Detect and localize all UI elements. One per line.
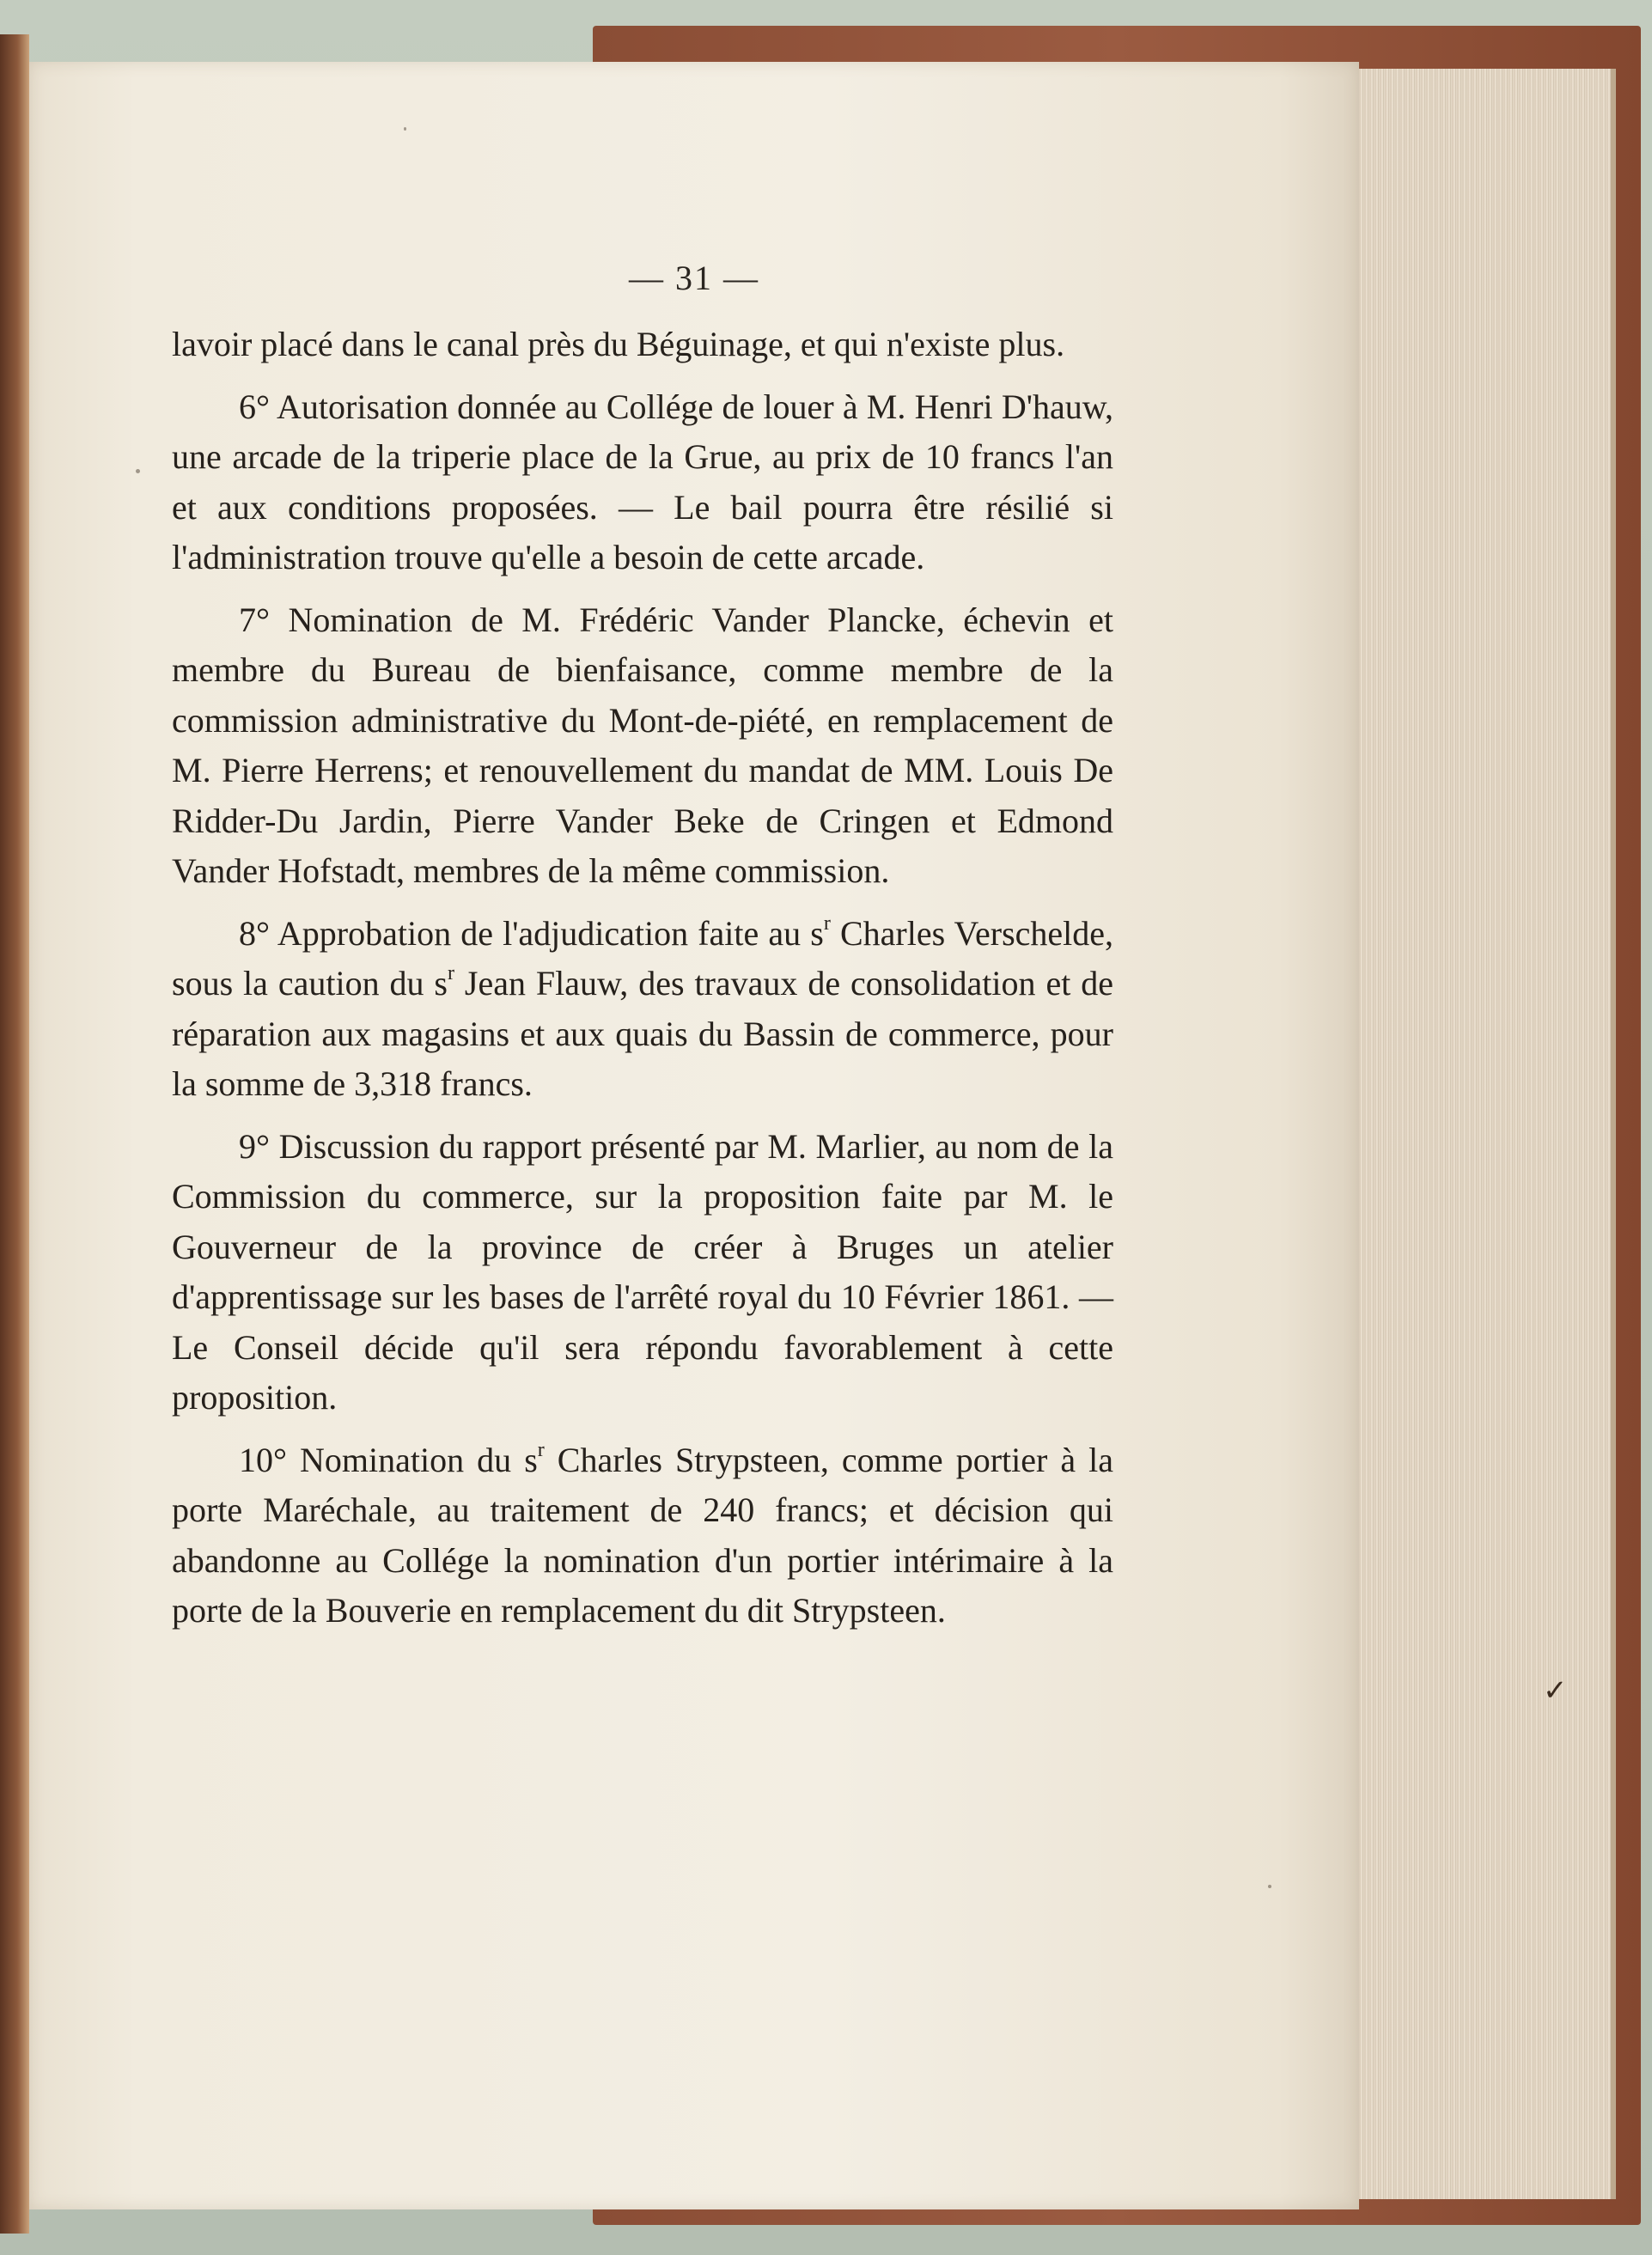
superscript-r: r	[537, 1438, 545, 1461]
paragraph-item-10-part-1: 10° Nomination du s	[239, 1440, 538, 1479]
book-spine	[0, 34, 29, 2234]
paragraph-item-10	[172, 1435, 1113, 1636]
paragraph-item-8	[172, 909, 1113, 1110]
paragraph-item-7: 7° Nomination de M. Frédéric Vander Plancke, échevin et membre du Bureau de bienfaisance, comme membre de la commission administrative du Mont-de-piété, en remplacement de M. Pierre Herrens; et renouvellement du mandat de MM. Louis De Ridder-Du Jardin, Pierre Vander Beke de Cringen et Edmond Vander Hofstadt, membres de la même commission.	[172, 600, 1113, 890]
paragraph-continuation: lavoir placé dans le canal près du Béguinage, et qui n'existe plus.	[172, 325, 1065, 363]
paragraph-item-8-part-3: Jean Flauw, des travaux de consolidation et de réparation aux magasins et aux quais du Bassin de commerce, pour la somme de 3,318 francs.	[172, 964, 1113, 1103]
paper-speck	[136, 469, 140, 473]
paragraph-item-8-part-2: Charles Verschelde, sous la caution du s	[172, 913, 1114, 1003]
page-number: — 31 —	[629, 259, 759, 297]
page-block-edges	[1353, 69, 1616, 2199]
paragraph-item-6: 6° Autorisation donnée au Collége de louer à M. Henri D'hauw, une arcade de la triperie place de la Grue, au prix de 10 francs l'an et aux conditions proposées. — Le bail pourra être résilié si l'administration trouve qu'elle a besoin de cette arcade.	[172, 387, 1113, 576]
book-page	[29, 62, 1359, 2209]
superscript-r: r	[447, 962, 454, 984]
paragraph-item-9: 9° Discussion du rapport présenté par M. Marlier, au nom de la Commission du commerce, sur la proposition faite par M. le Gouverneur de la province de créer à Bruges un atelier d'apprentissage sur les bases de l'arrêté royal du 10 Février 1861. — Le Conseil décide qu'il sera répondu favorablement à cette proposition.	[172, 1126, 1113, 1417]
paragraph-item-10-part-2: Charles Strypsteen, comme portier à la porte Maréchale, au traitement de 240 francs; et décision qui abandonne au Collége la nomination d'un portier intérimaire à la porte de la Bouverie en remplacement du dit Strypsteen.	[172, 1440, 1114, 1630]
paper-speck	[404, 127, 406, 131]
superscript-r: r	[823, 911, 831, 935]
paper-speck	[1268, 1885, 1271, 1888]
paragraph-item-8-part-1: 8° Approbation de l'adjudication faite au s	[239, 913, 824, 953]
ink-mark: ✓	[1543, 1675, 1568, 1707]
text-column	[172, 320, 1113, 1649]
